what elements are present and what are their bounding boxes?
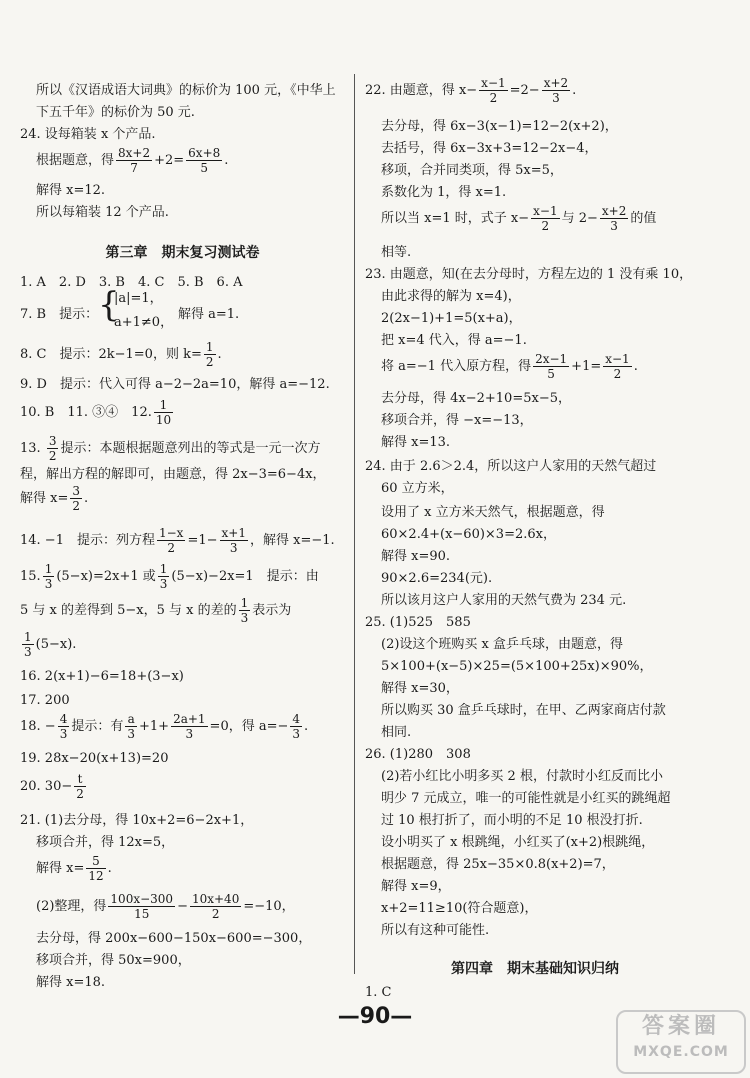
answer-25-line4: 解得 x=30， [381, 681, 459, 696]
answer-23-line3: 2(2x−1)+1=5(x+a)， [381, 311, 522, 326]
chapter-4-answer-1: 1. C [365, 985, 392, 1000]
answer-23-line5: 将 a=−1 代入原方程，得 $\frac{2x-1}{5}$ +1= $\frac{x-1}{2}$ . [381, 352, 638, 381]
answer-23-line2: 由此求得的解为 x=4)， [381, 289, 521, 304]
answer-13-line3: 解得 x= $\frac{3}{2}$ . [20, 484, 89, 513]
answer-23-line6: 去分母，得 4x−2+10=5x−5， [381, 391, 571, 406]
answer-25-line6: 相同. [381, 725, 412, 740]
answer-7-label: 7. B 提示： [20, 307, 99, 322]
answer-20: 20. 30− $\frac{t}{2}$ [20, 772, 84, 801]
answer-21-line1: 21. (1)去分母，得 10x+2=6−2x+1， [20, 813, 254, 828]
answer-7-eq1: |a|=1， [114, 291, 163, 306]
answer-7-eq2: a+1≠0， [114, 315, 174, 330]
answer-15-line2: 5 与 x 的差得到 5−x，5 与 x 的差的 $\frac{1}{3}$ 表示为 [20, 596, 292, 625]
chapter-3-heading: 第三章 期末复习测试卷 [105, 245, 260, 261]
answer-22-line3: 去括号，得 6x−3x+3=12−2x−4， [381, 141, 598, 156]
answer-26-line9: 所以有这种可能性. [381, 923, 490, 938]
answer-26-line8: x+2=11≥10(符合题意)， [381, 901, 538, 916]
answer-26-line2: (2)若小红比小明多买 2 根，付款时小红反而比小 [381, 769, 663, 784]
answer-22-line2: 去分母，得 6x−3(x−1)=12−2(x+2)， [381, 119, 618, 134]
answer-26-line7: 解得 x=9， [381, 879, 451, 894]
answer-15-line1: 15. $\frac{1}{3}$ (5−x)=2x+1 或 $\frac{1}{3}$ (5−x)−2x=1 提示：由 [20, 562, 319, 591]
answer-23-line8: 解得 x=13. [381, 435, 451, 450]
text-line: 下五千年》的标价为 50 元. [36, 105, 195, 120]
answer-24-line7: 所以该月这户人家用的天然气费为 234 元. [381, 593, 627, 608]
answer-24-title: 24. 设每箱装 x 个产品. [20, 127, 156, 142]
watermark-top: 答案圈 [641, 1014, 720, 1039]
answer-10-12: 10. B 11. ③④ 12. $\frac{1}{10}$ [20, 398, 172, 427]
watermark-logo [616, 1010, 746, 1074]
watermark-bottom: MXQE.COM [633, 1044, 729, 1060]
answer-22-line5: 系数化为 1，得 x=1. [381, 185, 507, 200]
answer-8: 8. C 提示：2k−1=0，则 k= $\frac{1}{2}$ . [20, 340, 222, 369]
answer-26-line4: 过 10 根打折了，而小明的不足 10 根没打折. [381, 813, 643, 828]
answer-26-line6: 根据题意，得 25x−35×0.8(x+2)=7， [381, 857, 615, 872]
answer-25-line3: 5×100+(x−5)×25=(5×100+25x)×90%， [381, 659, 653, 674]
answer-9: 9. D 提示：代入可得 a−2−2a=10，解得 a=−12. [20, 377, 330, 392]
text-line: 所以每箱装 12 个产品. [36, 205, 169, 220]
answer-24-line1: 24. 由于 2.6＞2.4，所以这户人家用的天然气超过 [365, 459, 657, 474]
answer-25-line5: 所以购买 30 盒乒乓球时，在甲、乙两家商店付款 [381, 703, 666, 718]
answer-23-line1: 23. 由题意，知(在去分母时，方程左边的 1 没有乘 10， [365, 267, 693, 282]
answer-25-line2: (2)设这个班购买 x 盒乒乓球，由题意，得 [381, 637, 624, 652]
page-number: —90— [337, 1004, 413, 1029]
answer-23-line4: 把 x=4 代入，得 a=−1. [381, 333, 527, 348]
answers-1-6: 1. A 2. D 3. B 4. C 5. B 6. A [20, 275, 243, 290]
column-divider [354, 74, 355, 974]
answer-13-line1: 13. $\frac{3}{2}$ 提示：本题根据题意列出的等式是一元一次方 [20, 434, 321, 463]
answer-14: 14. −1 提示：列方程 $\frac{1-x}{2}$ =1− $\frac{x+1}{3}$ ，解得 x=−1. [20, 526, 335, 555]
answer-25-line1: 25. (1)525 585 [365, 615, 471, 630]
answer-21-line7: 解得 x=18. [36, 975, 106, 990]
answer-24-line2: 60 立方米， [381, 481, 454, 496]
answer-22-line1: 22. 由题意，得 x− $\frac{x-1}{2}$ =2− $\frac{x+2}{3}$ . [365, 76, 577, 105]
answer-13-line2: 程，解出方程的解即可，由题意，得 2x−3=6−4x， [20, 467, 326, 482]
answer-24-line3: 设用了 x 立方米天然气，根据题意，得 [381, 505, 605, 520]
answer-26-line5: 设小明买了 x 根跳绳，小红买了(x+2)根跳绳， [381, 835, 655, 850]
answer-21-line6: 移项合并，得 50x=900， [36, 953, 191, 968]
answer-24-equation: 根据题意，得 $\frac{8x+2}{7}$ +2= $\frac{6x+8}{5}$ . [36, 146, 229, 175]
answer-17: 17. 200 [20, 693, 70, 708]
answer-22-line6: 所以当 x=1 时，式子 x− $\frac{x-1}{2}$ 与 2− $\frac{x+2}{3}$ 的值 [381, 204, 657, 233]
answer-21-line4: (2)整理，得 $\frac{100x-300}{15}$ − $\frac{10x+40}{2}$ =−10， [36, 892, 295, 921]
answer-21-line2: 移项合并，得 12x=5， [36, 835, 175, 850]
chapter-4-heading: 第四章 期末基础知识归纳 [451, 961, 619, 977]
answer-16: 16. 2(x+1)−6=18+(3−x) [20, 669, 184, 684]
text-line: 解得 x=12. [36, 183, 106, 198]
answer-22-line7: 相等. [381, 245, 412, 260]
answer-19: 19. 28x−20(x+13)=20 [20, 751, 169, 766]
answer-26-line1: 26. (1)280 308 [365, 747, 471, 762]
answer-24-line6: 90×2.6=234(元). [381, 571, 493, 586]
answer-15-line3: $\frac{1}{3}$ (5−x). [24, 630, 77, 659]
answer-24-line5: 解得 x=90. [381, 549, 451, 564]
answer-24-line4: 60×2.4+(x−60)×3=2.6x， [381, 527, 556, 542]
answer-7-result: 解得 a=1. [178, 307, 240, 322]
answer-22-line4: 移项，合并同类项，得 5x=5， [381, 163, 563, 178]
answer-21-line5: 去分母，得 200x−600−150x−600=−300， [36, 931, 312, 946]
answer-18: 18. − $\frac{4}{3}$ 提示：有 $\frac{a}{3}$ +1+ $\frac{2a+1}{3}$ =0，得 a=− $\frac{4}{3}$ . [20, 712, 309, 741]
system-brace: { [98, 285, 120, 325]
answer-21-line3: 解得 x= $\frac{5}{12}$ . [36, 854, 112, 883]
text-line: 所以《汉语成语大词典》的标价为 100 元，《中华上 [36, 83, 336, 98]
answer-23-line7: 移项合并，得 −x=−13， [381, 413, 533, 428]
answer-26-line3: 明少 7 元成立，唯一的可能性就是小红买的跳绳超 [381, 791, 671, 806]
